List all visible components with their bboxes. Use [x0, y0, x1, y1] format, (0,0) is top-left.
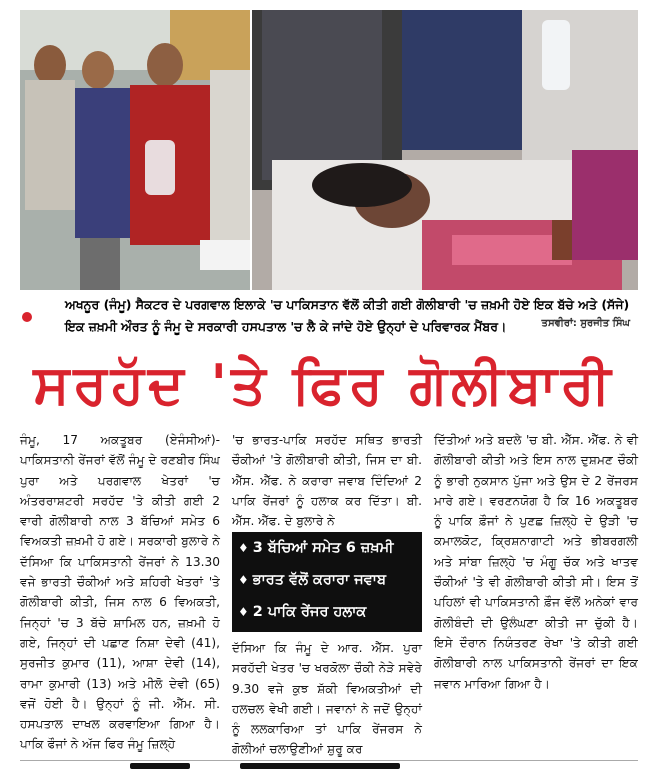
column-2-bottom-text: ਦੱਸਿਆ ਕਿ ਜੰਮੂ ਦੇ ਆਰ. ਐੱਸ. ਪੁਰਾ ਸਰਹੱਦੀ ਖੇਤਰ 'ਚ ਖਰਕੋਲਾ ਚੌਕੀ ਨੇੜੇ ਸਵੇਰੇ 9.30 ਵਜੇ ਕੁਝ ਸ਼ੱਕੀ ਵਿਅਕਤੀਆਂ ਦੀ ਹਲਚਲ ਵੇਖੀ ਗਈ। ਜਵਾਨਾਂ ਨੇ ਜਦੋਂ ਉਨ੍ਹਾਂ ਨੂੰ ਲਲਕਾਰਿਆ ਤਾਂ ਪਾਕਿ ਰੇਂਜਰਸ ਨੇ ਗੋਲੀਆਂ ਚਲਾਉਣੀਆਂ ਸ਼ੁਰੂ ਕਰ [232, 641, 422, 757]
diamond-bullet-icon: ♦ [238, 605, 249, 619]
photo-caption [20, 292, 638, 342]
caption-bullet-dot [22, 312, 32, 322]
photo-injured-child [20, 10, 250, 290]
photo-credit: ਤਸਵੀਰਾਂ: ਸੁਰਜੀਤ ਸਿੰਘ [541, 318, 630, 329]
caption-text: ਅਖਨੂਰ (ਜੰਮੂ) ਸੈਕਟਰ ਦੇ ਪਰਗਵਾਲ ਇਲਾਕੇ 'ਚ ਪਾਕਿਸਤਾਨ ਵੱਲੋਂ ਕੀਤੀ ਗਈ ਗੋਲੀਬਾਰੀ 'ਚ ਜ਼ਖ਼ਮੀ ਹੋਏ ਇਕ ਬੱਚੇ ਅਤੇ (ਸੱਜੇ) ਇਕ ਜ਼ਖ਼ਮੀ ਔਰਤ ਨੂੰ ਜੰਮੂ ਦੇ ਸਰਕਾਰੀ ਹਸਪਤਾਲ 'ਚ ਲੈ ਕੇ ਜਾਂਦੇ ਹੋਏ ਉਨ੍ਹਾਂ ਦੇ ਪਰਿਵਾਰਕ ਮੈਂਬਰ। [65, 297, 630, 334]
highlight-text: ਭਾਰਤ ਵੱਲੋਂ ਕਰਾਰਾ ਜਵਾਬ [252, 572, 386, 588]
highlight-item [232, 532, 422, 564]
cut-off-text-fragment [130, 763, 190, 769]
photo-injured-woman [252, 10, 638, 290]
column-1-text: ਜੰਮੂ, 17 ਅਕਤੂਬਰ (ਏਜੰਸੀਆਂ)- ਪਾਕਿਸਤਾਨੀ ਰੇਂਜਰਾਂ ਵੱਲੋਂ ਜੰਮੂ ਦੇ ਰਣਬੀਰ ਸਿੰਘ ਪੁਰਾ ਅਤੇ ਪਰਗਵਾਲ ਖੇਤਰਾਂ 'ਚ ਅੰਤਰਰਾਸ਼ਟਰੀ ਸਰਹੱਦ 'ਤੇ ਕੀਤੀ ਗਈ 2 ਵਾਰੀ ਗੋਲੀਬਾਰੀ ਨਾਲ 3 ਬੱਚਿਆਂ ਸਮੇਤ 6 ਵਿਅਕਤੀ ਜ਼ਖ਼ਮੀ ਹੋ ਗਏ। ਸਰਕਾਰੀ ਬੁਲਾਰੇ ਨੇ ਦੱਸਿਆ ਕਿ ਪਾਕਿਸਤਾਨੀ ਰੇਂਜਰਾਂ ਨੇ 13.30 ਵਜੇ ਭਾਰਤੀ ਚੌਕੀਆਂ ਅਤੇ ਸ਼ਹਿਰੀ ਖੇਤਰਾਂ 'ਤੇ ਗੋਲੀਬਾਰੀ ਕੀਤੀ, ਜਿਸ ਨਾਲ 6 ਵਿਅਕਤੀ, ਜਿਨ੍ਹਾਂ 'ਚ 3 ਬੱਚੇ ਸ਼ਾਮਿਲ ਹਨ, ਜ਼ਖ਼ਮੀ ਹੋ ਗਏ, ਜਿਨ੍ਹਾਂ ਦੀ ਪਛਾਣ ਨਿਸ਼ਾ ਦੇਵੀ (41), ਸੁਰਜੀਤ ਕੁਮਾਰ (11), ਆਸ਼ਾ ਦੇਵੀ (14), ਰਾਮਾ ਕੁਮਾਰੀ (13) ਅਤੇ ਮੀਲੋ ਦੇਵੀ (65) ਵਜੋਂ ਹੋਈ ਹੈ। ਉਨ੍ਹਾਂ ਨੂੰ ਜੀ. ਐੱਮ. ਸੀ. ਹਸਪਤਾਲ ਦਾਖਲ ਕਰਵਾਇਆ ਗਿਆ ਹੈ। ਪਾਕਿ ਫੌਜਾਂ ਨੇ ਅੱਜ ਫਿਰ ਜੰਮੂ ਜ਼ਿਲ੍ਹੇ [20, 433, 220, 752]
photo-left-illustration [20, 10, 250, 290]
article-column-2-bottom [232, 638, 422, 760]
column-3-text: ਦਿੱਤੀਆਂ ਅਤੇ ਬਦਲੇ 'ਚ ਬੀ. ਐੱਸ. ਐੱਫ. ਨੇ ਵੀ ਗੋਲੀਬਾਰੀ ਕੀਤੀ ਅਤੇ ਇਸ ਨਾਲ ਦੁਸ਼ਮਣ ਚੌਕੀ ਨੂੰ ਭਾਰੀ ਨੁਕਸਾਨ ਪੁੱਜਾ ਅਤੇ ਉਸ ਦੇ 2 ਰੇਂਜਰਸ ਮਾਰੇ ਗਏ। ਵਰਣਨਯੋਗ ਹੈ ਕਿ 16 ਅਕਤੂਬਰ ਨੂੰ ਪਾਕਿ ਫ਼ੌਜਾਂ ਨੇ ਪੁਣਛ ਜ਼ਿਲ੍ਹੇ ਦੇ ਉੜੀ 'ਚ ਕਮਾਲਕੋਟ, ਕ੍ਰਿਸ਼ਨਾਗਾਟੀ ਅਤੇ ਭੀਬਰਗਲੀ ਅਤੇ ਸਾਂਬਾ ਜ਼ਿਲ੍ਹੇ 'ਚ ਮੰਗੂ ਚੱਕ ਅਤੇ ਖਾਤਵ ਚੌਕੀਆਂ 'ਤੇ ਵੀ ਗੋਲੀਬਾਰੀ ਕੀਤੀ ਸੀ। ਇਸ ਤੋਂ ਪਹਿਲਾਂ ਵੀ ਪਾਕਿਸਤਾਨੀ ਫ਼ੌਜ ਵੱਲੋਂ ਅਨੇਕਾਂ ਵਾਰ ਗੋਲੀਬੰਦੀ ਦੀ ਉਲੰਘਣਾ ਕੀਤੀ ਜਾ ਚੁੱਕੀ ਹੈ। ਇਸੇ ਦੌਰਾਨ ਨਿਯੰਤਰਣ ਰੇਖਾ 'ਤੇ ਕੀਤੀ ਗਈ ਗੋਲੀਬਾਰੀ ਨਾਲ ਪਾਕਿਸਤਾਨੀ ਰੇਂਜਰਾਂ ਦਾ ਇਕ ਜਵਾਨ ਮਾਰਿਆ ਗਿਆ ਹੈ। [434, 433, 638, 691]
diamond-bullet-icon: ♦ [238, 541, 249, 555]
photo-right-illustration [252, 10, 638, 290]
highlights-box [232, 532, 422, 632]
headline: ਸਰਹੱਦ 'ਤੇ ਫਿਰ ਗੋਲੀਬਾਰੀ [33, 353, 615, 416]
highlight-text: 3 ਬੱਚਿਆਂ ਸਮੇਤ 6 ਜ਼ਖ਼ਮੀ [252, 540, 394, 556]
highlight-item [232, 596, 422, 628]
article-column-1 [20, 430, 220, 755]
column-2-top-text: 'ਚ ਭਾਰਤ-ਪਾਕਿ ਸਰਹੱਦ ਸਥਿਤ ਭਾਰਤੀ ਚੌਕੀਆਂ 'ਤੇ ਗੋਲੀਬਾਰੀ ਕੀਤੀ, ਜਿਸ ਦਾ ਬੀ. ਐੱਸ. ਐੱਫ. ਨੇ ਕਰਾਰਾ ਜਵਾਬ ਦਿੰਦਿਆਂ 2 ਪਾਕਿ ਰੇਂਜਰਾਂ ਨੂੰ ਹਲਾਕ ਕਰ ਦਿੱਤਾ। ਬੀ. ਐੱਸ. ਐੱਫ. ਦੇ ਬੁਲਾਰੇ ਨੇ [232, 433, 422, 529]
cut-off-text-fragment [240, 763, 400, 769]
article-column-3 [434, 430, 638, 694]
diamond-bullet-icon: ♦ [238, 573, 249, 587]
article-column-2-top [232, 430, 422, 531]
highlight-item [232, 564, 422, 596]
highlight-text: 2 ਪਾਕਿ ਰੇਂਜਰ ਹਲਾਕ [252, 604, 367, 620]
